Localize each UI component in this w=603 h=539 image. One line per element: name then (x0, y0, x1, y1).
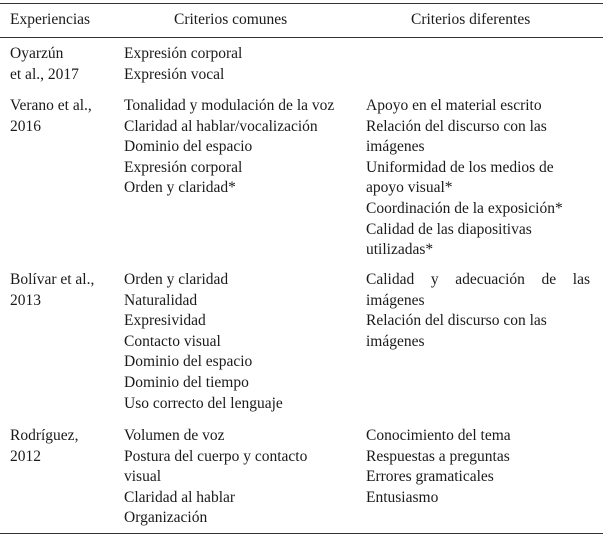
cell-line: Orden y claridad* (124, 179, 236, 197)
cell-line: et al., 2017 (10, 65, 79, 83)
word: adecuación (455, 271, 525, 288)
cell-line: Expresión vocal (124, 65, 225, 83)
cell-line: Dominio del tiempo (124, 373, 249, 391)
cell-line: Relación del discurso con las (366, 117, 547, 135)
cell-line: Uso correcto del lenguaje (124, 394, 283, 412)
cell-line: apoyo visual* (366, 179, 453, 197)
cell-line: Oyarzún (10, 45, 64, 62)
cell-line: imágenes (366, 332, 425, 350)
cell-line: 2012 (10, 447, 41, 465)
row-oyarzun-comunes (124, 44, 354, 85)
word: Calidad (366, 271, 415, 288)
row-rodriguez-experiencia (10, 426, 115, 467)
cell-line: utilizadas* (366, 241, 434, 259)
row-rodriguez-comunes (124, 426, 354, 529)
row-verano-diferentes (366, 96, 596, 261)
cell-line: Verano et al., (10, 97, 92, 114)
header-experiencias: Experiencias (10, 11, 91, 28)
cell-line: Volumen de voz (124, 427, 225, 444)
row-oyarzun-experiencia (10, 44, 115, 85)
word: y (430, 271, 439, 288)
bottom-rule (0, 533, 603, 534)
cell-line: Relación del discurso con las (366, 312, 547, 330)
cell-line: Expresión corporal (124, 45, 243, 62)
row-verano-experiencia (10, 96, 115, 137)
cell-line: Uniformidad de los medios de (366, 158, 554, 176)
cell-line: Dominio del espacio (124, 138, 253, 156)
cell-line: Tonalidad y modulación de la voz (124, 97, 335, 114)
header-rule (0, 37, 603, 38)
cell-line: imágenes (366, 138, 425, 156)
cell-line: visual (124, 468, 162, 486)
cell-line: Calidad de las diapositivas (366, 220, 532, 238)
cell-line: Postura del cuerpo y contacto (124, 447, 308, 465)
cell-line: Coordinación de la exposición* (366, 199, 563, 217)
top-rule (0, 3, 603, 4)
cell-line: imágenes (366, 291, 425, 309)
word: de (541, 271, 557, 288)
cell-line: Expresión corporal (124, 158, 243, 176)
cell-line: Claridad al hablar (124, 488, 236, 506)
cell-line: Claridad al hablar/vocalización (124, 117, 318, 135)
row-bolivar-diferentes (366, 270, 596, 352)
cell-line: Conocimiento del tema (366, 427, 511, 444)
cell-line: Apoyo en el material escrito (366, 97, 542, 114)
cell-line: Entusiasmo (366, 488, 439, 506)
cell-line: 2016 (10, 117, 41, 135)
cell-line: Errores gramaticales (366, 468, 494, 486)
cell-line: Rodríguez, (10, 427, 79, 444)
cell-line: Bolívar et al., (10, 271, 95, 288)
row-bolivar-comunes (124, 270, 354, 414)
cell-line: Organización (124, 509, 208, 527)
cell-line: Orden y claridad (124, 271, 229, 288)
cell-line: Naturalidad (124, 291, 198, 309)
row-verano-comunes (124, 96, 354, 199)
cell-line-justified (366, 270, 590, 291)
row-rodriguez-diferentes (366, 426, 596, 508)
cell-line: Expresividad (124, 312, 206, 330)
cell-line: Contacto visual (124, 332, 221, 350)
header-criterios-comunes: Criterios comunes (174, 11, 288, 28)
cell-line: Respuestas a preguntas (366, 447, 510, 465)
header-criterios-diferentes: Criterios diferentes (411, 11, 531, 28)
word: las (572, 271, 590, 288)
cell-line: 2013 (10, 291, 41, 309)
cell-line: Dominio del espacio (124, 353, 253, 371)
row-bolivar-experiencia (10, 270, 115, 311)
